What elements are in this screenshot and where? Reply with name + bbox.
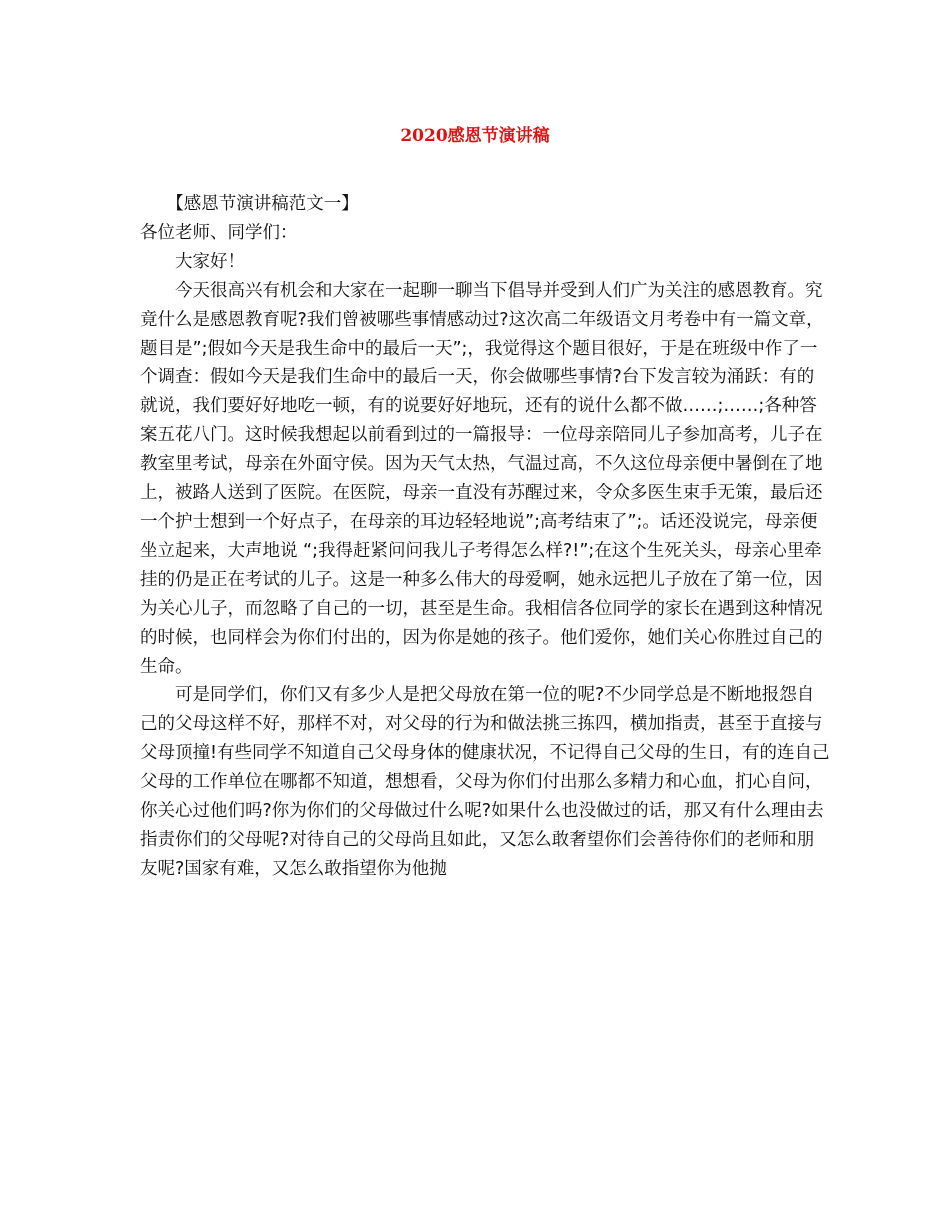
section-heading: 【感恩节演讲稿范文一】 (140, 194, 359, 214)
paragraph: 今天很高兴有机会和大家在一起聊一聊当下倡导并受到人们广为关注的感恩教育。究竟什么是感恩教育呢?我们曾被哪些事情感动过?这次高二年级语文月考卷中有一篇文章，题目是”;假如今天是我生命中的最后一天”;，我觉得这个题目很好，于是在班级中作了一个调查：假如今天是我们生命中的最后一天，你会做哪些事情?台下发言较为涌跃：有的就说，我们要好好地吃一顿，有的说要好好地玩，还有的说什么都不做……;……;各种答案五花八门。这时候我想起以前看到过的一篇报导：一位母亲陪同儿子参加高考，儿子在教室里考试，母亲在外面守侯。因为天气太热，气温过高，不久这位母亲便中暑倒在了地上，被路人送到了医院。在医院，母亲一直没有苏醒过来，令众多医生束手无策，最后还一个护士想到一个好点子，在母亲的耳边轻轻地说”;高考结束了”;。话还没说完，母亲便坐立起来，大声地说 “;我得赶紧问问我儿子考得怎么样?!”;在这个生死关头，母亲心里牵挂的仍是正在考试的儿子。这是一种多么伟大的母爱啊，她永远把儿子放在了第一位，因为关心儿子，而忽略了自己的一切，甚至是生命。我相信各位同学的家长在遇到这种情况的时候，也同样会为你们付出的，因为你是她的孩子。他们爱你，她们关心你胜过自己的生命。 (140, 280, 824, 677)
document-body (140, 190, 830, 884)
greeting: 大家好！ (140, 251, 245, 272)
paragraph: 可是同学们，你们又有多少人是把父母放在第一位的呢?不少同学总是不断地报怨自己的父母这样不好，那样不对，对父母的行为和做法挑三拣四，横加指责，甚至于直接与父母顶撞!有些同学不知道自己父母身体的健康状况，不记得自己父母的生日，有的连自己父母的工作单位在哪都不知道，想想看，父母为你们付出那么多精力和心血，扪心自问，你关心过他们吗?你为你们的父母做过什么呢?如果什么也没做过的话，那又有什么理由去指责你们的父母呢?对待自己的父母尚且如此，又怎么敢奢望你们会善待你们的老师和朋友呢?国家有难，又怎么敢指望你为他抛 (140, 685, 830, 879)
document-title: 2020感恩节演讲稿 (400, 126, 550, 146)
salutation: 各位老师、同学们： (140, 222, 298, 243)
